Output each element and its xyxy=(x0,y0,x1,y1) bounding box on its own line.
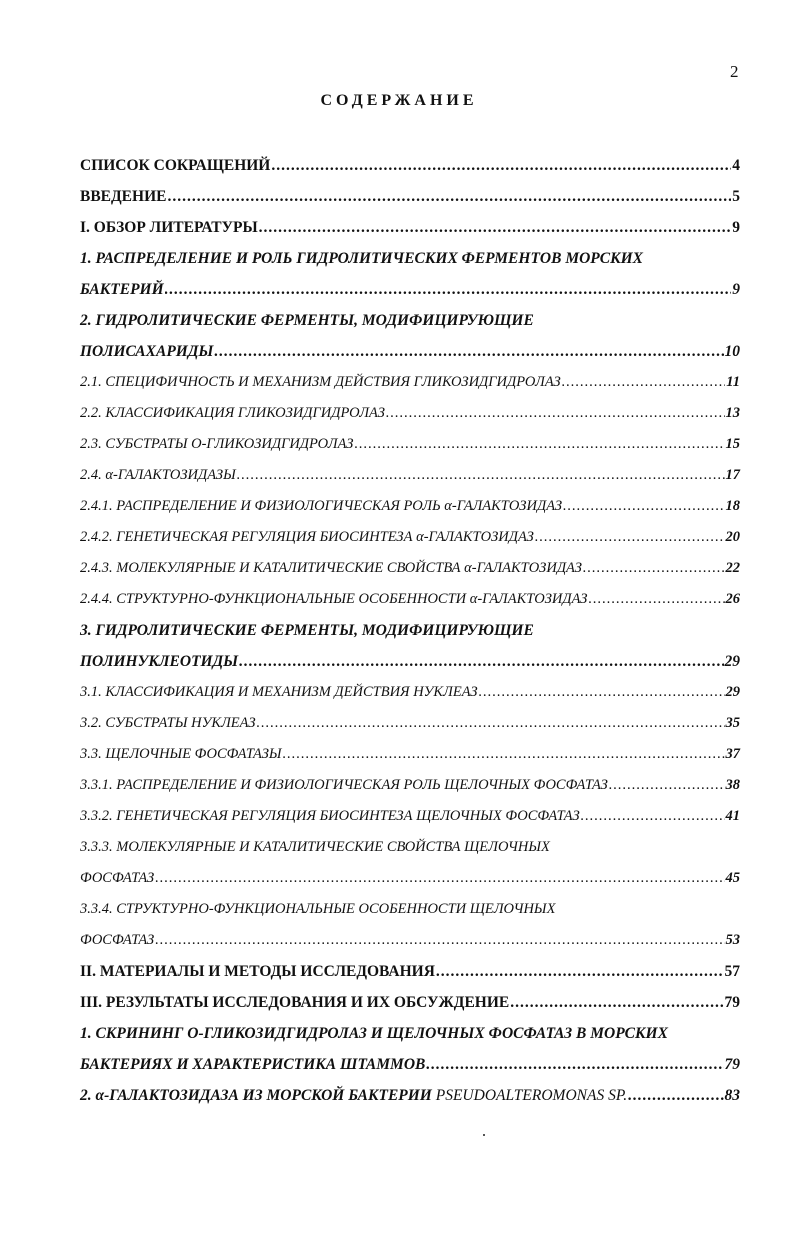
toc-entry-literature-review[interactable]: I. ОБЗОР ЛИТЕРАТУРЫ ..... 9 xyxy=(80,212,740,243)
toc-entry-3-2[interactable]: 3.2. СУБСТРАТЫ НУКЛЕАЗ ..... 35 xyxy=(80,708,740,739)
toc-page: 10 xyxy=(724,342,740,360)
toc-page: 79 xyxy=(724,1055,740,1073)
toc-entry-abbreviations[interactable]: СПИСОК СОКРАЩЕНИЙ ..... 4 xyxy=(80,150,740,181)
toc-page: 20 xyxy=(725,529,740,546)
toc-entry-2-4-1[interactable]: 2.4.1. РАСПРЕДЕЛЕНИЕ И ФИЗИОЛОГИЧЕСКАЯ РОЛЬ α-ГАЛАКТОЗИДАЗ ..... 18 xyxy=(80,491,740,522)
toc-page: 29 xyxy=(725,684,740,701)
toc-entry-1-distribution[interactable]: 1. РАСПРЕДЕЛЕНИЕ И РОЛЬ ГИДРОЛИТИЧЕСКИХ ФЕРМЕНТОВ МОРСКИХ БАКТЕРИЙ ..... 9 xyxy=(80,243,740,305)
toc-page: 35 xyxy=(725,715,740,732)
toc-entry-2-4-3[interactable]: 2.4.3. МОЛЕКУЛЯРНЫЕ И КАТАЛИТИЧЕСКИЕ СВОЙСТВА α-ГАЛАКТОЗИДАЗ ..... 22 xyxy=(80,553,740,584)
toc-page: 79 xyxy=(724,993,740,1011)
toc-entry-materials-methods[interactable]: II. МАТЕРИАЛЫ И МЕТОДЫ ИССЛЕДОВАНИЯ ..... 57 xyxy=(80,956,740,987)
toc-entry-results-2-galactosidase[interactable]: 2. α-ГАЛАКТОЗИДАЗА ИЗ МОРСКОЙ БАКТЕРИИ PSEUDOALTEROMONAS SP. ..... 83 xyxy=(80,1080,740,1111)
toc-page: 26 xyxy=(725,591,740,608)
toc-page: 11 xyxy=(726,374,740,391)
page-number: 2 xyxy=(730,62,739,81)
toc-entry-3-3-1[interactable]: 3.3.1. РАСПРЕДЕЛЕНИЕ И ФИЗИОЛОГИЧЕСКАЯ РОЛЬ ЩЕЛОЧНЫХ ФОСФАТАЗ ..... 38 xyxy=(80,770,740,801)
toc-heading: СОДЕРЖАНИЕ xyxy=(320,92,478,109)
toc-page: 9 xyxy=(732,280,740,298)
species-name: PSEUDOALTEROMONAS SP. xyxy=(435,1086,628,1104)
toc-page: 37 xyxy=(725,746,740,763)
toc-entry-3-polynucleotides[interactable]: 3. ГИДРОЛИТИЧЕСКИЕ ФЕРМЕНТЫ, МОДИФИЦИРУЮЩИЕ ПОЛИНУКЛЕОТИДЫ ..... 29 xyxy=(80,615,740,677)
toc-entry-introduction[interactable]: ВВЕДЕНИЕ ..... 5 xyxy=(80,181,740,212)
toc-page: 9 xyxy=(732,218,740,236)
toc-entry-2-4-4[interactable]: 2.4.4. СТРУКТУРНО-ФУНКЦИОНАЛЬНЫЕ ОСОБЕННОСТИ α-ГАЛАКТОЗИДАЗ ..... 26 xyxy=(80,584,740,615)
toc-page: 4 xyxy=(732,156,740,174)
toc-page: 17 xyxy=(725,467,740,484)
toc-entry-3-1[interactable]: 3.1. КЛАССИФИКАЦИЯ И МЕХАНИЗМ ДЕЙСТВИЯ НУКЛЕАЗ ..... 29 xyxy=(80,677,740,708)
toc-page: 53 xyxy=(725,932,740,949)
toc-entry-2-1[interactable]: 2.1. СПЕЦИФИЧНОСТЬ И МЕХАНИЗМ ДЕЙСТВИЯ ГЛИКОЗИДГИДРОЛАЗ ..... 11 xyxy=(80,367,740,398)
toc-page: 13 xyxy=(725,405,740,422)
toc-page: 18 xyxy=(725,498,740,515)
toc-entry-results-1-screening[interactable]: 1. СКРИНИНГ О-ГЛИКОЗИДГИДРОЛАЗ И ЩЕЛОЧНЫХ ФОСФАТАЗ В МОРСКИХ БАКТЕРИЯХ И ХАРАКТЕРИСТИКА ШТАММОВ ..... 79 xyxy=(80,1018,740,1080)
scan-speck xyxy=(483,1134,485,1136)
toc-entry-3-3[interactable]: 3.3. ЩЕЛОЧНЫЕ ФОСФАТАЗЫ ..... 37 xyxy=(80,739,740,770)
toc-entry-3-3-2[interactable]: 3.3.2. ГЕНЕТИЧЕСКАЯ РЕГУЛЯЦИЯ БИОСИНТЕЗА ЩЕЛОЧНЫХ ФОСФАТАЗ ..... 41 xyxy=(80,801,740,832)
toc-page: 38 xyxy=(725,777,740,794)
toc-page: 22 xyxy=(725,560,740,577)
toc-entry-3-3-3[interactable]: 3.3.3. МОЛЕКУЛЯРНЫЕ И КАТАЛИТИЧЕСКИЕ СВОЙСТВА ЩЕЛОЧНЫХ ФОСФАТАЗ ..... 45 xyxy=(80,832,740,894)
toc-entry-2-4[interactable]: 2.4. α-ГАЛАКТОЗИДАЗЫ ..... 17 xyxy=(80,460,740,491)
table-of-contents xyxy=(80,150,740,1111)
toc-page: 15 xyxy=(725,436,740,453)
toc-entry-2-2[interactable]: 2.2. КЛАССИФИКАЦИЯ ГЛИКОЗИДГИДРОЛАЗ ..... 13 xyxy=(80,398,740,429)
toc-page: 57 xyxy=(724,962,740,980)
toc-entry-3-3-4[interactable]: 3.3.4. СТРУКТУРНО-ФУНКЦИОНАЛЬНЫЕ ОСОБЕННОСТИ ЩЕЛОЧНЫХ ФОСФАТАЗ ..... 53 xyxy=(80,894,740,956)
toc-entry-2-3[interactable]: 2.3. СУБСТРАТЫ О-ГЛИКОЗИДГИДРОЛАЗ ..... 15 xyxy=(80,429,740,460)
toc-page: 83 xyxy=(724,1086,740,1104)
toc-page: 41 xyxy=(725,808,740,825)
toc-page: 45 xyxy=(725,870,740,887)
toc-entry-2-4-2[interactable]: 2.4.2. ГЕНЕТИЧЕСКАЯ РЕГУЛЯЦИЯ БИОСИНТЕЗА α-ГАЛАКТОЗИДАЗ ..... 20 xyxy=(80,522,740,553)
toc-page: 5 xyxy=(732,187,740,205)
toc-entry-results[interactable]: III. РЕЗУЛЬТАТЫ ИССЛЕДОВАНИЯ И ИХ ОБСУЖДЕНИЕ ..... 79 xyxy=(80,987,740,1018)
toc-entry-2-polysaccharides[interactable]: 2. ГИДРОЛИТИЧЕСКИЕ ФЕРМЕНТЫ, МОДИФИЦИРУЮЩИЕ ПОЛИСАХАРИДЫ ..... 10 xyxy=(80,305,740,367)
toc-page: 29 xyxy=(724,652,740,670)
